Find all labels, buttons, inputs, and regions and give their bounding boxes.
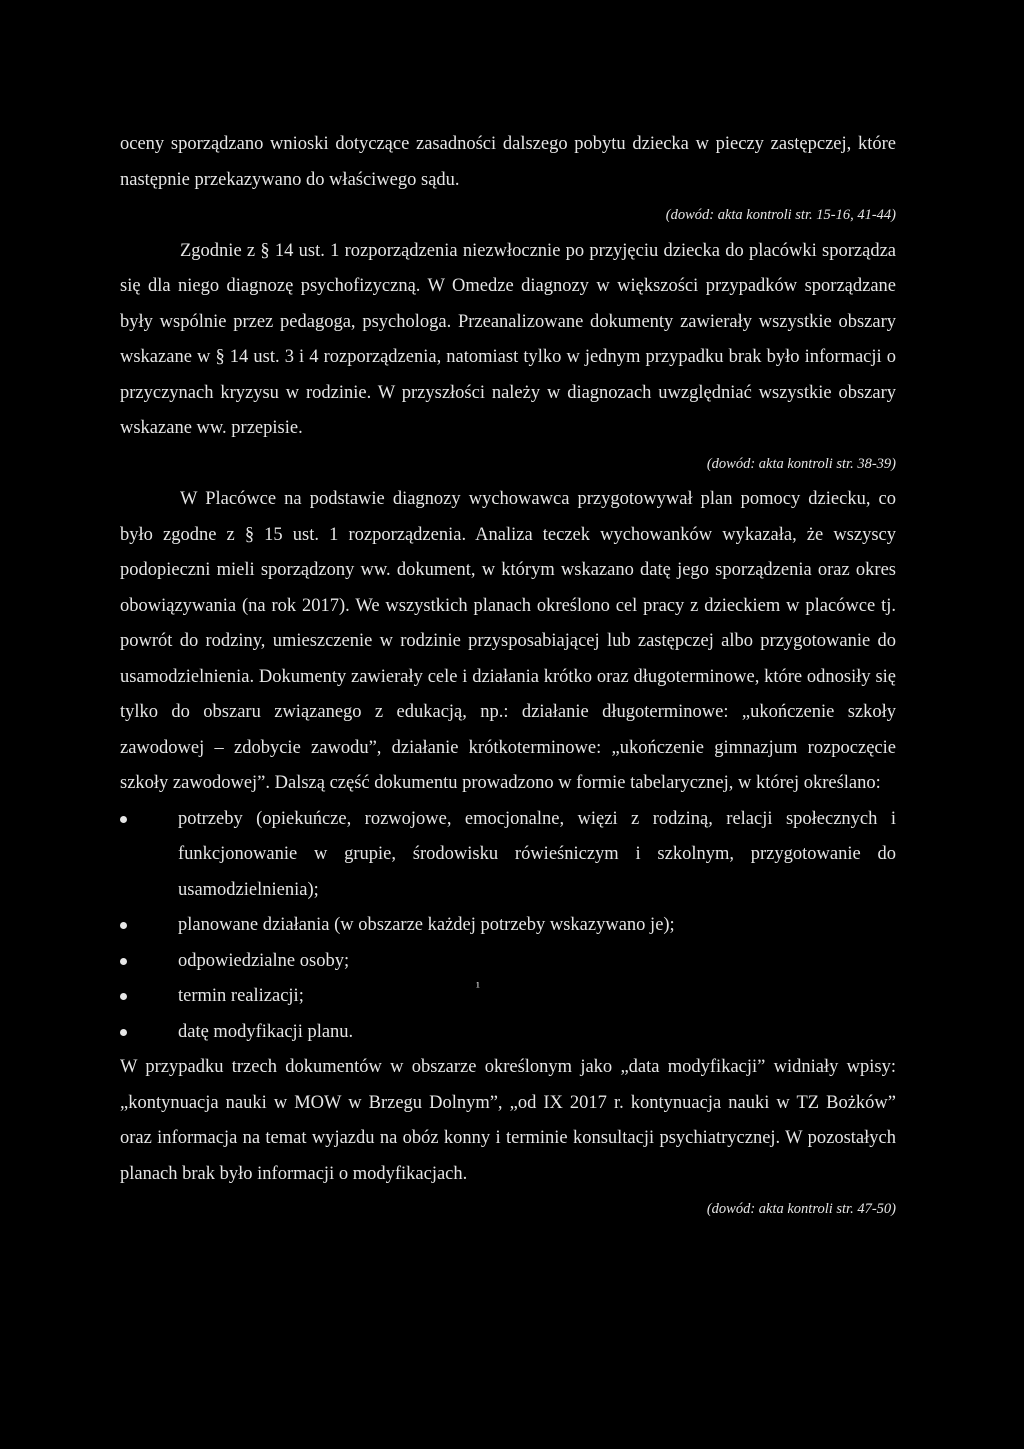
list-item: potrzeby (opiekuńcze, rozwojowe, emocjonalne, więzi z rodziną, relacji społecznych i funkcjonowanie w grupie, środowisku rówieśniczym i szkolnym, przygotowanie do usamodzielnienia);	[120, 802, 896, 909]
stray-mark: ¹	[476, 979, 480, 994]
bullet-icon	[120, 922, 127, 929]
list-item: datę modyfikacji planu.	[120, 1015, 896, 1051]
evidence-reference-1: (dowód: akta kontroli str. 15-16, 41-44)	[665, 207, 896, 223]
paragraph-plan-modifications: W przypadku trzech dokumentów w obszarze określonym jako „data modyfikacji” widniały wpisy: „kontynuacja nauki w MOW w Brzegu Dolnym”, „od IX 2017 r. kontynuacja nauki w TZ Bożków” oraz informacja na temat wyjazdu na obóz konny i terminie konsultacji psychiatrycznej. W pozostałych planach brak było informacji o modyfikacjach.	[120, 1057, 896, 1184]
bullet-icon	[120, 993, 127, 1000]
list-item: odpowiedzialne osoby;	[120, 944, 896, 980]
evidence-reference-2: (dowód: akta kontroli str. 38-39)	[706, 455, 896, 472]
paragraph-assistance-plan: W Placówce na podstawie diagnozy wychowawca przygotowywał plan pomocy dziecku, co było zgodne z § 15 ust. 1 rozporządzenia. Analiza teczek wychowanków wykazała, że wszyscy podopieczni mieli sporządzony ww. dokument, w którym wskazano datę jego sporządzenia oraz okres obowiązywania (na rok 2017). We wszystkich planach określono cel pracy z dzieckiem w placówce tj. powrót do rodziny, umieszczenie w rodzinie przysposabiającej lub zastępczej albo przygotowanie do usamodzielnienia. Dokumenty zawierały cele i działania krótko oraz długoterminowe, które odnosiły się tylko do obszaru związanego z edukacją, np.: działanie długoterminowe: „ukończenie szkoły zawodowej – zdobycie zawodu”, działanie krótkoterminowe: „ukończenie gimnazjum rozpoczęcie szkoły zawodowej”. Dalszą część dokumentu prowadzono w formie tabelarycznej, w której określano:	[120, 489, 896, 793]
document-page	[120, 127, 896, 1228]
plan-elements-list	[120, 802, 896, 1051]
bullet-icon	[120, 816, 127, 823]
paragraph-psychophysical-diagnosis: Zgodnie z § 14 ust. 1 rozporządzenia niezwłocznie po przyjęciu dziecka do placówki sporządza się dla niego diagnozę psychofizyczną. W Omedze diagnozy w większości przypadków sporządzane były wspólnie przez pedagoga, psychologa. Przeanalizowane dokumenty zawierały wszystkie obszary wskazane w § 14 ust. 3 i 4 rozporządzenia, natomiast tylko w jednym przypadku brak było informacji o przyczynach kryzysu w rodzinie. W przyszłości należy w diagnozach uwzględniać wszystkie obszary wskazane ww. przepisie.	[120, 240, 896, 438]
evidence-reference-3: (dowód: akta kontroli str. 47-50)	[706, 1201, 896, 1217]
list-item: planowane działania (w obszarze każdej potrzeby wskazywano je);	[120, 908, 896, 944]
bullet-icon	[120, 1029, 127, 1036]
bullet-icon	[120, 958, 127, 965]
list-item: termin realizacji;	[120, 979, 896, 1015]
paragraph-foster-care-conclusions: oceny sporządzano wnioski dotyczące zasadności dalszego pobytu dziecka w pieczy zastępczej, które następnie przekazywano do właściwego sądu.	[120, 134, 896, 190]
